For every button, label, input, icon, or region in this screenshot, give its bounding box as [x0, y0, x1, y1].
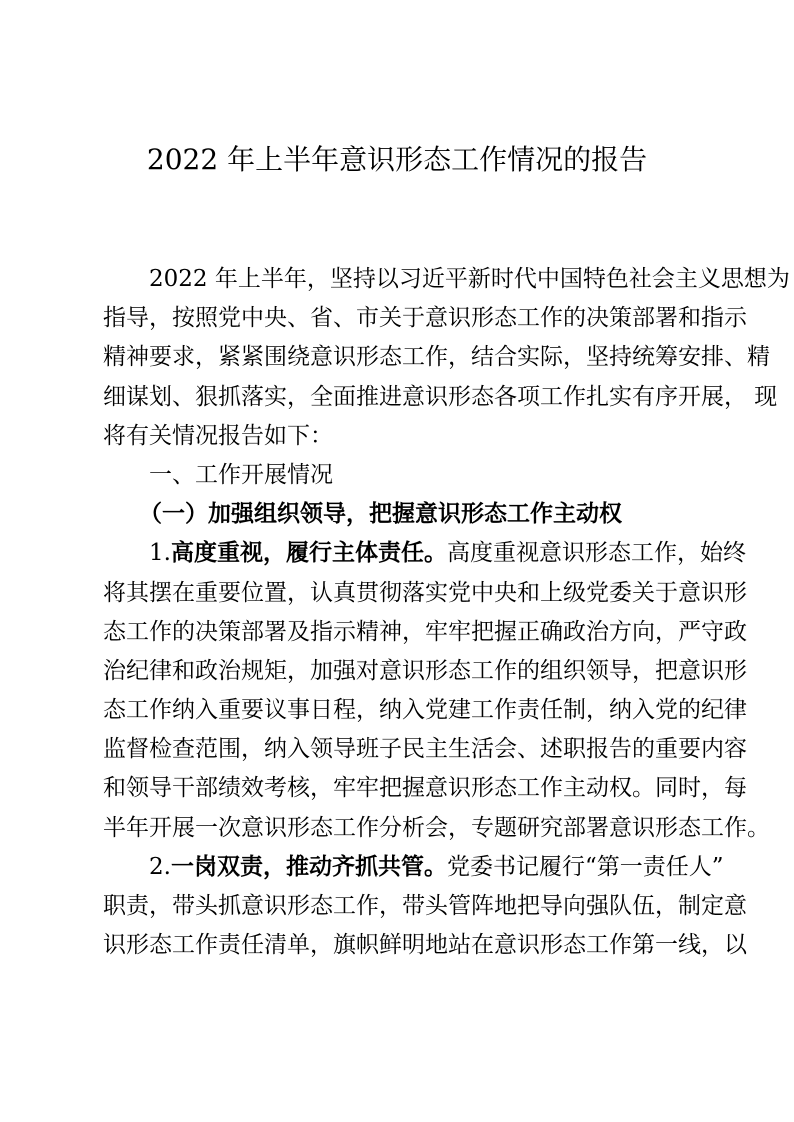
item-number: 1. [149, 540, 171, 567]
text-line: 将有关情况报告如下： [103, 422, 333, 449]
text-line: 识形态工作责任清单，旗帜鲜明地站在意识形态工作第一线，以 [103, 932, 747, 959]
item-text: 高度重视意识形态工作，始终 [446, 540, 746, 567]
text-line: 监督检查范围，纳入领导班子民主生活会、述职报告的重要内容 [103, 736, 747, 763]
item-heading: 高度重视，履行主体责任。 [170, 540, 447, 567]
subsection-heading: （一）加强组织领导，把握意识形态工作主动权 [139, 501, 622, 528]
text-line: 将其摆在重要位置，认真贯彻落实党中央和上级党委关于意识形 [103, 579, 747, 606]
section-heading: 一、工作开展情况 [149, 461, 333, 488]
text-line: 职责，带头抓意识形态工作，带头管阵地把导向强队伍，制定意 [103, 893, 747, 919]
text-line: 细谋划、狠抓落实，全面推进意识形态各项工作扎实有序开展， 现 [103, 383, 778, 410]
item-2-paragraph [103, 848, 747, 966]
text-line: 精神要求，紧紧围绕意识形态工作，结合实际，坚持统筹安排、精 [103, 344, 770, 371]
text-line [103, 534, 746, 573]
intro-paragraph [103, 260, 790, 456]
text-line: 指导，按照党中央、省、市关于意识形态工作的决策部署和指示 [103, 305, 747, 332]
text-line: 2022 年上半年，坚持以习近平新时代中国特色社会主义思想为 [149, 266, 790, 292]
item-number: 2. [149, 853, 171, 880]
text-line: 治纪律和政治规矩，加强对意识形态工作的组织领导，把意识形 [103, 657, 747, 684]
text-line: 和领导干部绩效考核，牢牢把握意识形态工作主动权。同时，每 [103, 775, 747, 802]
text-line: 态工作的决策部署及指示精神，牢牢把握正确政治方向，严守政 [103, 618, 747, 645]
text-line: 态工作纳入重要议事日程，纳入党建工作责任制，纳入党的纪律 [103, 697, 747, 724]
document-body [103, 260, 790, 965]
item-heading: 一岗双责，推动齐抓共管。 [170, 853, 447, 880]
text-line [103, 848, 724, 887]
text-line: 半年开展一次意识形态工作分析会，专题研究部署意识形态工作。 [103, 814, 770, 841]
document-title: 2022 年上半年意识形态工作情况的报告 [146, 143, 648, 176]
item-text: 党委书记履行“第一责任人” [446, 853, 724, 880]
item-1-paragraph [103, 534, 770, 848]
